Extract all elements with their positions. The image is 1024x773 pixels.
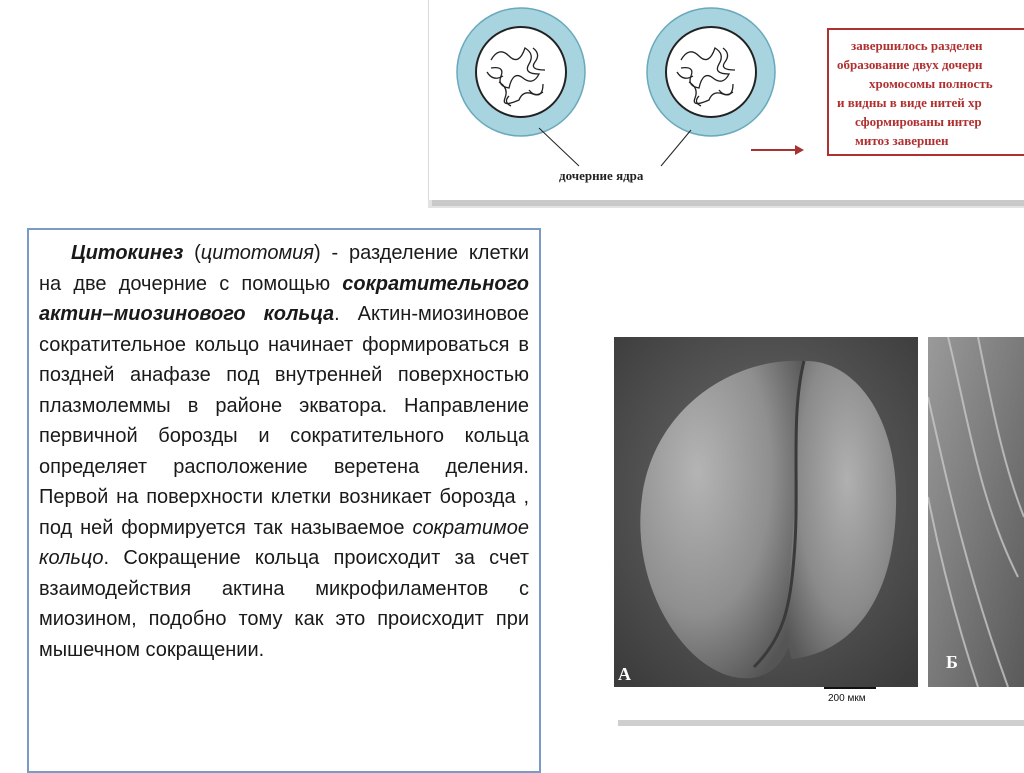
panel-b-label: Б: [946, 652, 958, 672]
micrograph-panel-b: [928, 337, 1024, 687]
daughter-nucleus-right: [666, 27, 756, 117]
cytokinesis-text-box: [27, 228, 541, 773]
status-line: хромосомы полность: [869, 76, 993, 91]
mitosis-diagram-card: [428, 0, 1024, 200]
term-cytokinesis: Цитокинез: [71, 242, 184, 264]
text-part-1: ) - разделение клетки на две дочерние с помощью: [39, 242, 529, 295]
mitosis-status-box: [827, 28, 1024, 156]
micrograph-panel-a: [614, 337, 918, 687]
cytokinesis-paragraph: [39, 238, 529, 665]
status-line: митоз завершен: [855, 133, 949, 148]
status-line: и видны в виде нитей хр: [837, 95, 982, 110]
status-line: сформированы интер: [855, 114, 982, 129]
label-pointer-right: [661, 130, 691, 166]
status-line: завершилось разделен: [851, 38, 983, 53]
text-part-3: . Сокращение кольца происходит за счет взаимодействия актина микрофиламентов с миозином, подобно тому как это происходит при мышечном сокращении.: [39, 547, 529, 661]
scale-label: 200 мкм: [828, 693, 866, 704]
panel-a-label: А: [618, 664, 631, 684]
daughter-nuclei-label: дочерние ядра: [559, 168, 644, 183]
text-part-2: . Актин-миозиновое сократительное кольцо начинает формироваться в поздней анафазе под внутренней поверхностью плазмолеммы в районе экватора. Направление первичной борозды и сократительного кольца определяет расположение веретена деления. Первой на поверхности клетки возникает борозда , под ней формируется так называемое: [39, 303, 529, 539]
term-actomyosin-ring: сократительного актин–миозинового кольца: [39, 272, 529, 325]
term-cytotomy: цитотомия: [200, 242, 314, 264]
daughter-nucleus-left: [476, 27, 566, 117]
status-line: образование двух дочерн: [837, 57, 983, 72]
label-pointer-left: [539, 128, 579, 166]
arrow-right-icon: [751, 145, 804, 155]
text-open-paren: (: [183, 242, 201, 264]
term-contractile-ring: сократимое кольцо: [39, 516, 529, 569]
scale-bar: [824, 687, 876, 689]
